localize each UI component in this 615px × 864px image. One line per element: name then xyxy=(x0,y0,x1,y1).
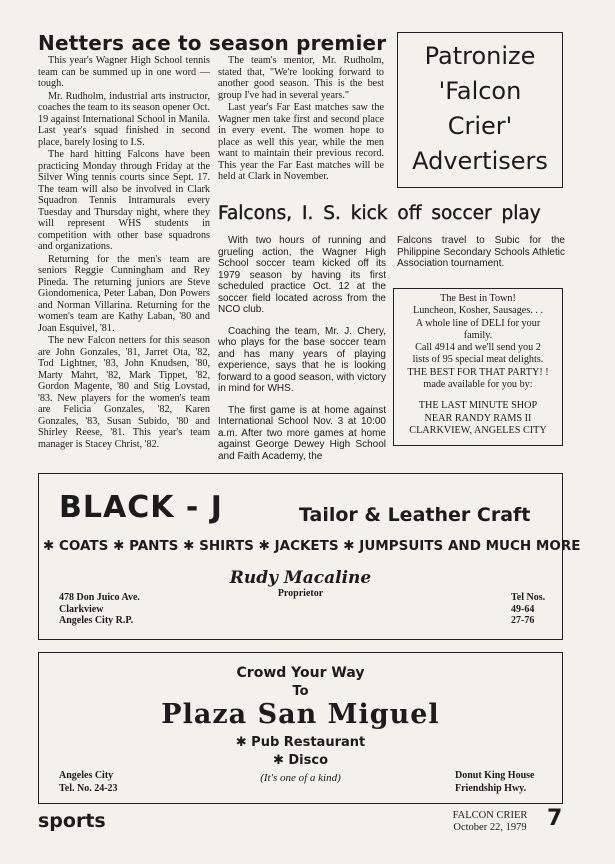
deli-ad xyxy=(393,288,563,446)
ad-line: lists of 95 special meat delights. xyxy=(412,354,544,366)
patronize-line: Advertisers xyxy=(412,147,548,175)
paragraph: Last year's Far East matches saw the Wagner men take first and second place in every event. The women hope to place as well this year, while the men want to maintain their previous record. This year the Far East matches will be held at Clark in November. xyxy=(218,102,384,182)
plaza-name: Plaza San Miguel xyxy=(161,699,440,730)
issue-date: October 22, 1979 xyxy=(453,821,527,833)
black-j-phone xyxy=(511,592,545,627)
ad-line: Luncheon, Kosher, Sausages. . . xyxy=(412,305,544,317)
page-number: 7 xyxy=(547,806,563,831)
footer-masthead xyxy=(446,810,534,833)
paragraph: The hard hitting Falcons have been practicing Monday through Friday at the Silver Wing tennis courts since Sept. 17. The team will also be involved in Clark Squadron Tennis Intramurals every Tuesday and Thursday night, where they will represent WHS students in competition with other base squadrons and organizations. xyxy=(38,149,210,252)
address-line: Clarkview xyxy=(59,603,104,615)
patronize-box xyxy=(397,32,563,188)
patronize-line: Patronize xyxy=(424,42,536,70)
plaza-line: ✱ Pub Restaurant xyxy=(235,735,366,750)
paragraph: The team's mentor, Mr. Rudholm, stated that, "We're looking forward to another good season. This is the best group I've had in several years." xyxy=(218,55,384,101)
ad-line: family. xyxy=(463,329,493,341)
address-line: Angeles City R.P. xyxy=(59,615,134,626)
plaza-landmark: Donut King House xyxy=(455,770,535,781)
black-j-owner-title: Proprietor xyxy=(277,588,324,599)
ad-line: A whole line of DELI for your xyxy=(415,317,541,329)
paragraph: The first game is at home against International School Nov. 3 at 10:00 a.m. After two more games at home against George Dewey High School and Faith Academy, the xyxy=(218,404,386,462)
plaza-line: ✱ Disco xyxy=(272,753,329,768)
paragraph: This year's Wagner High School tennis team can be summed up in one word — tough. xyxy=(38,55,210,89)
plaza-right xyxy=(455,769,534,795)
tennis-column-2 xyxy=(218,55,384,184)
black-j-name: BLACK - J xyxy=(59,490,223,525)
paper-name: FALCON CRIER xyxy=(452,810,528,821)
section-label: sports xyxy=(38,810,106,832)
soccer-headline: Falcons, I. S. kick off soccer play xyxy=(218,203,541,224)
paragraph: The new Falcon netters for this season are John Gonzales, '81, Jarret Ota, '82, Tod Lightner, '83, John Knudsen, '80, Marty Mahrt, '82, Mark Tippet, '82, Gordon Magente, '80 and Stig Lovstad, '83. New players for the women's team are Felicia Gonzales, '82, Karen Gonzales, '83, Susan Subido, '80 and Shirley Reese, '81. This year's team manager is Stacey Christ, '82. xyxy=(38,335,210,450)
ad-line: Call 4914 and we'll send you 2 xyxy=(415,342,541,354)
black-j-tagline: Tailor & Leather Craft xyxy=(299,504,531,526)
black-j-owner: Rudy Macaline xyxy=(229,568,372,588)
phone-label: Tel Nos. xyxy=(511,592,546,603)
paragraph: Mr. Rudholm, industrial arts instructor, coaches the team to its season opener Oct. 19 against International School in Manila. Last year's squad finished in second place, barely losing to I.S. xyxy=(38,90,210,148)
plaza-left xyxy=(59,769,118,795)
phone-number: 27-76 xyxy=(511,615,535,626)
ad-line: made available for you by: xyxy=(423,379,533,391)
patronize-line: 'Falcon xyxy=(438,77,522,105)
plaza-line: Crowd Your Way xyxy=(236,665,365,681)
plaza-phone: Tel. No. 24-23 xyxy=(59,783,118,794)
black-j-address xyxy=(59,592,140,627)
paragraph: Coaching the team, Mr. J. Chery, who plays for the base soccer team and has many years of playing experience, says that he is looking forward to a good season, with victory in mind for WHS. xyxy=(218,325,386,394)
patronize-line: Crier' xyxy=(447,112,513,140)
ad-line: NEAR RANDY RAMS II xyxy=(424,412,532,424)
soccer-column-2: Falcons travel to Subic for the Philippine Secondary Schools Athletic Association tournament. xyxy=(397,235,565,269)
phone-number: 49-64 xyxy=(511,603,535,615)
plaza-line: To xyxy=(292,684,309,699)
soccer-column-1 xyxy=(218,235,386,463)
plaza-slogan: (It's one of a kind) xyxy=(260,772,341,784)
tennis-headline: Netters ace to season premier xyxy=(38,31,387,55)
ad-line: THE BEST FOR THAT PARTY! ! xyxy=(407,366,549,378)
plaza-street: Friendship Hwy. xyxy=(455,783,527,794)
paragraph: With two hours of running and grueling action, the Wagner High School soccer team kicked off its 1979 season by having its first scheduled practice Oct. 12 at the soccer field located across from the NCO club. xyxy=(218,235,386,315)
tennis-column-1 xyxy=(38,55,210,451)
ad-line: The Best in Town! xyxy=(440,293,516,304)
paragraph: Returning for the men's team are seniors Reggie Cunningham and Rey Pineda. The returning juniors are Steve Giondomenica, Peter Laban, Don Powers and Norman Villarina. Returning for the women's team are Kathy Laban, '80 and Joan Esquivel, '81. xyxy=(38,253,210,334)
black-j-items: ✱ COATS ✱ PANTS ✱ SHIRTS ✱ JACKETS ✱ JUMPSUITS AND MUCH MORE xyxy=(43,538,581,554)
ad-line: CLARKVIEW, ANGELES CITY xyxy=(409,424,547,436)
plaza-city: Angeles City xyxy=(59,770,114,781)
address-line: 478 Don Juico Ave. xyxy=(59,592,140,603)
plaza-san-miguel-ad xyxy=(38,652,563,804)
black-j-ad xyxy=(38,473,581,640)
ad-line: THE LAST MINUTE SHOP xyxy=(418,400,538,412)
